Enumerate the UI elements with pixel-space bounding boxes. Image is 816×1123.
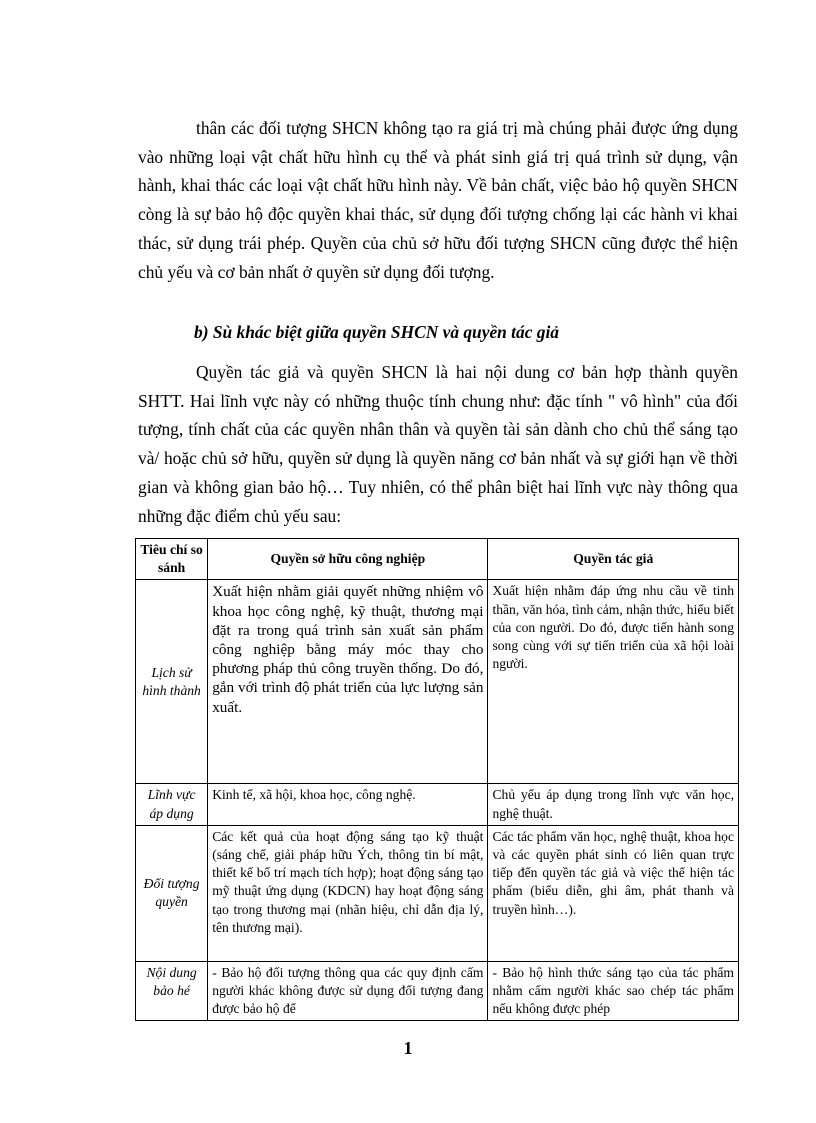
page-number: 1 — [403, 1038, 413, 1058]
industrial-cell: - Bảo hộ đối tượng thông qua các quy định cấm người khác không được sử dụng đối tượng đang được bảo hộ để — [208, 961, 488, 1021]
industrial-cell: Các kết quả của hoạt động sáng tạo kỹ thuật (sáng chế, giải pháp hữu Ých, thông tin bí mật, thiết kế bố trí mạch tích hợp); hoạt động sáng tạo mỹ thuật ứng dụng (KDCN) hay hoạt động sáng tạo trong thương mại (nhãn hiệu, chỉ dẫn địa lý, tên thương mại). — [208, 825, 488, 961]
table-header-row — [136, 539, 739, 580]
comparison-table — [135, 538, 739, 1021]
copyright-cell: - Bảo hộ hình thức sáng tạo của tác phẩm nhằm cấm người khác sao chép tác phẩm nếu không được phép — [488, 961, 739, 1021]
copyright-cell: Xuất hiện nhằm đáp ứng nhu cầu về tinh thần, văn hóa, tình cảm, nhận thức, hiểu biết của con người. Do đó, được tiến hành song song cùng với sự tiến triển của xã hội loài người. — [488, 580, 739, 784]
header-industrial-property: Quyền sở hữu công nghiệp — [208, 539, 488, 580]
criteria-cell: Lịch sử hình thành — [136, 580, 208, 784]
body-paragraph-1: thân các đối tượng SHCN không tạo ra giá trị mà chúng phải được ứng dụng vào những loại vật chất hữu hình cụ thể và phát sinh giá trị quá trình sử dụng, vận hành, khai thác các loại vật chất hữu hình này. Về bản chất, việc bảo hộ quyền SHCN còng là sự bảo hộ độc quyền khai thác, sử dụng đối tượng chống lại các hành vi khai thác, sử dụng trái phép. Quyền của chủ sở hữu đối tượng SHCN cũng được thể hiện chủ yếu và cơ bản nhất ở quyền sử dụng đối tượng. — [138, 118, 738, 282]
section-heading: b) Sù khác biệt giữa quyền SHCN và quyền tác giả — [194, 322, 559, 342]
industrial-cell: Xuất hiện nhằm giải quyết những nhiệm vô khoa học công nghệ, kỹ thuật, thương mại đặt ra trong quá trình sản xuất sản phẩm công nghiệp bằng máy móc thay cho phương pháp thủ công truyền thống. Do đó, gắn với trình độ phát triển của lực lượng sản xuất. — [208, 580, 488, 784]
body-paragraph-2: Quyền tác giả và quyền SHCN là hai nội dung cơ bản hợp thành quyền SHTT. Hai lĩnh vực này có những thuộc tính chung như: đặc tính " vô hình" của đối tượng, tính chất của các quyền nhân thân và quyền tài sản dành cho chủ thể sáng tạo và/ hoặc chủ sở hữu, quyền sử dụng là quyền năng cơ bản nhất và sự giới hạn về thời gian và không gian bảo hộ… Tuy nhiên, có thể phân biệt hai lĩnh vực này thông qua những đặc điểm chủ yếu sau: — [138, 362, 738, 526]
criteria-cell: Lĩnh vực áp dụng — [136, 784, 208, 825]
header-criteria: Tiêu chí so sánh — [136, 539, 208, 580]
table-row — [136, 961, 739, 1021]
table-row — [136, 580, 739, 784]
industrial-cell: Kinh tế, xã hội, khoa học, công nghệ. — [208, 784, 488, 825]
table-row — [136, 825, 739, 961]
header-copyright: Quyền tác giả — [488, 539, 739, 580]
criteria-cell: Nội dung bảo hé — [136, 961, 208, 1021]
copyright-cell: Chủ yếu áp dụng trong lĩnh vực văn học, nghệ thuật. — [488, 784, 739, 825]
table-row — [136, 784, 739, 825]
copyright-cell: Các tác phẩm văn học, nghệ thuật, khoa học và các quyền phát sinh có liên quan trực tiếp đến quyền tác giả và việc thể hiện tác phẩm (biểu diễn, ghi âm, phát thanh và truyền hình…). — [488, 825, 739, 961]
criteria-cell: Đối tượng quyền — [136, 825, 208, 961]
